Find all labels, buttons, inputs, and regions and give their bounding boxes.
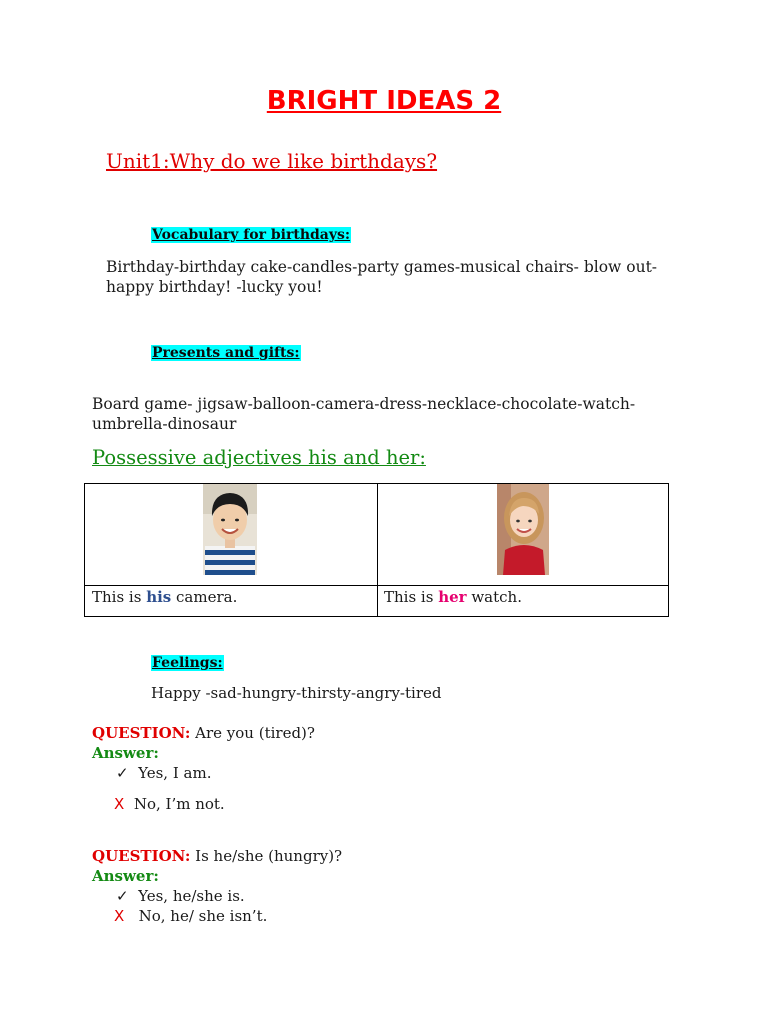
possessive-heading: Possessive adjectives his and her: bbox=[92, 446, 426, 469]
question-1-label: QUESTION: bbox=[92, 724, 191, 742]
question-1 bbox=[92, 724, 315, 742]
his-sentence-pre: This is bbox=[92, 588, 147, 606]
answer-2-yes bbox=[116, 887, 245, 905]
feelings-list: Happy -sad-hungry-thirsty-angry-tired bbox=[151, 684, 442, 702]
her-sentence bbox=[384, 588, 522, 606]
girl-photo-image bbox=[497, 484, 549, 575]
his-sentence bbox=[92, 588, 237, 606]
her-keyword: her bbox=[438, 588, 467, 606]
possessive-table bbox=[84, 483, 669, 617]
question-2 bbox=[92, 847, 342, 865]
table-divider-vertical bbox=[377, 484, 378, 616]
feelings-heading-wrap bbox=[151, 652, 224, 671]
girl-photo bbox=[497, 484, 549, 575]
table-divider-horizontal bbox=[85, 585, 668, 586]
her-sentence-pre: This is bbox=[384, 588, 439, 606]
feelings-heading: Feelings: bbox=[152, 655, 223, 671]
check-icon: ✓ bbox=[116, 764, 129, 782]
question-2-text: Is he/she (hungry)? bbox=[190, 847, 343, 865]
her-sentence-post: watch. bbox=[466, 588, 522, 606]
answer-1-yes-text: Yes, I am. bbox=[138, 764, 212, 782]
answer-2-no-text: No, he/ she isn’t. bbox=[138, 907, 268, 925]
answer-1-yes bbox=[116, 764, 211, 782]
vocab-heading: Vocabulary for birthdays: bbox=[152, 227, 351, 243]
answer-2-label: Answer: bbox=[92, 867, 159, 885]
answer-1-no bbox=[114, 795, 225, 813]
check-icon: ✓ bbox=[116, 887, 129, 905]
boy-photo-image bbox=[203, 484, 257, 575]
document-title: BRIGHT IDEAS 2 bbox=[266, 86, 502, 116]
presents-line-1: Board game- jigsaw-balloon-camera-dress-necklace-chocolate-watch- bbox=[92, 395, 636, 413]
vocab-line-2: happy birthday! -lucky you! bbox=[106, 278, 323, 296]
his-keyword: his bbox=[146, 588, 172, 606]
answer-1-no-text: No, I’m not. bbox=[133, 795, 225, 813]
presents-line-2: umbrella-dinosaur bbox=[92, 415, 237, 433]
question-2-label: QUESTION: bbox=[92, 847, 191, 865]
cross-icon: X bbox=[114, 795, 125, 813]
cross-icon: X bbox=[114, 907, 125, 925]
vocab-heading-wrap bbox=[151, 224, 351, 243]
boy-photo bbox=[203, 484, 257, 575]
answer-2-no bbox=[114, 907, 267, 925]
presents-heading: Presents and gifts: bbox=[152, 345, 300, 361]
unit-title: Unit1:Why do we like birthdays? bbox=[106, 149, 438, 173]
presents-heading-wrap bbox=[151, 342, 301, 361]
his-sentence-post: camera. bbox=[171, 588, 238, 606]
answer-1-label: Answer: bbox=[92, 744, 159, 762]
answer-2-yes-text: Yes, he/she is. bbox=[138, 887, 245, 905]
question-1-text: Are you (tired)? bbox=[190, 724, 315, 742]
vocab-line-1: Birthday-birthday cake-candles-party games-musical chairs- blow out- bbox=[106, 258, 658, 276]
